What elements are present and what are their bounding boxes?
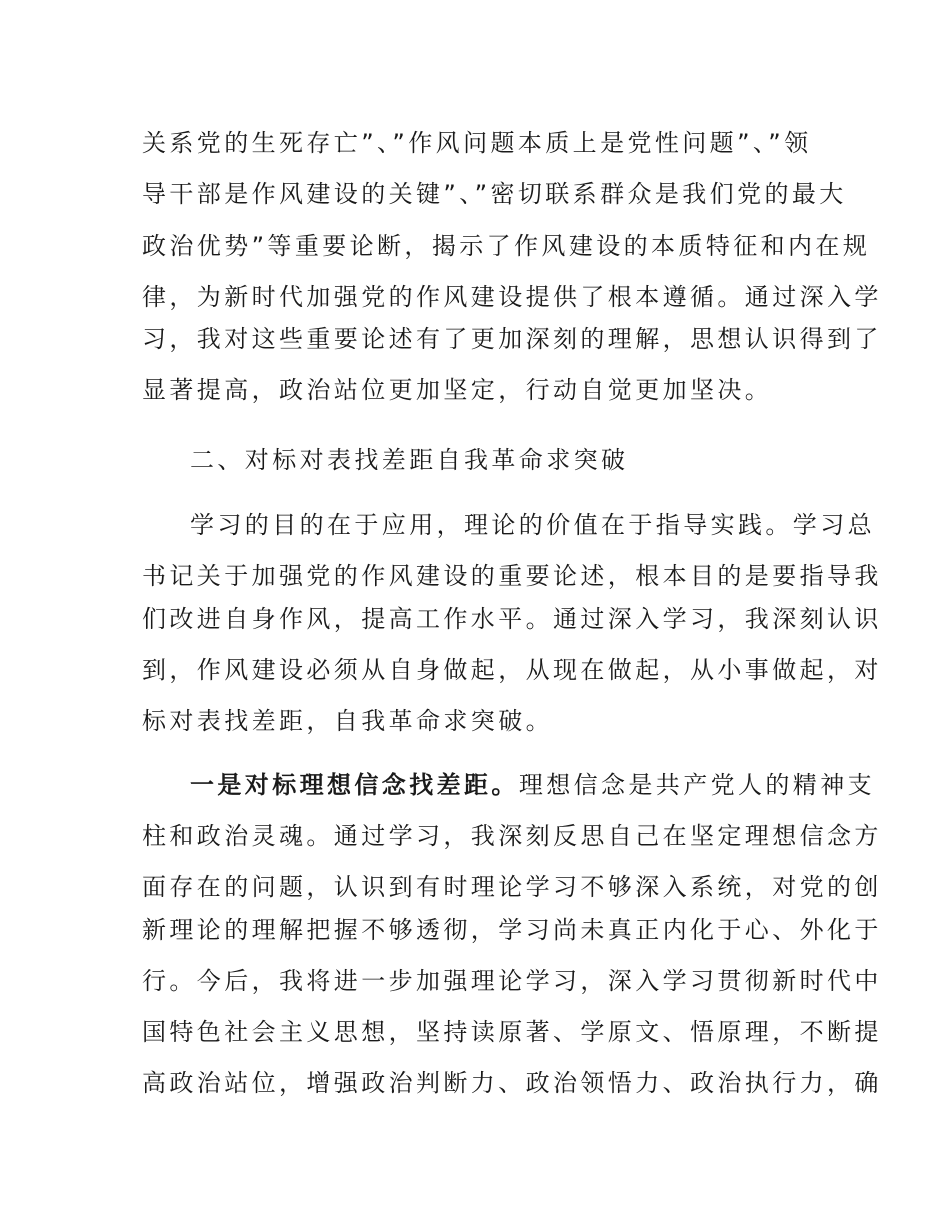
paragraph-3-line-1 bbox=[190, 769, 875, 801]
paragraph-3-line-5: 行。今后，我将进一步加强理论学习，深入学习贯彻新时代中 bbox=[142, 967, 882, 995]
paragraph-1-line-4: 律，为新时代加强党的作风建设提供了根本遵循。通过深入学 bbox=[142, 283, 882, 311]
paragraph-1-line-5: 习，我对这些重要论述有了更加深刻的理解，思想认识得到了 bbox=[142, 325, 882, 353]
paragraph-2-line-5: 标对表找差距，自我革命求突破。 bbox=[142, 707, 553, 735]
paragraph-2-line-1: 学习的目的在于应用，理论的价值在于指导实践。学习总 bbox=[190, 511, 875, 539]
paragraph-1-line-3: 政治优势”等重要论断，揭示了作风建设的本质特征和内在规 bbox=[142, 232, 871, 260]
paragraph-3-line-3: 面存在的问题，认识到有时理论学习不够深入系统，对党的创 bbox=[142, 873, 882, 901]
paragraph-3-line-2: 柱和政治灵魂。通过学习，我深刻反思自己在坚定理想信念方 bbox=[142, 822, 882, 850]
paragraph-1-line-6: 显著提高，政治站位更加坚定，行动自觉更加坚决。 bbox=[142, 376, 773, 404]
paragraph-2-line-2: 书记关于加强党的作风建设的重要论述，根本目的是要指导我 bbox=[142, 562, 882, 590]
paragraph-3-lead: 一是对标理想信念找差距。 bbox=[190, 771, 519, 799]
paragraph-2-line-3: 们改进自身作风，提高工作水平。通过深入学习，我深刻认识 bbox=[142, 605, 882, 633]
section-heading: 二、对标对表找差距自我革命求突破 bbox=[190, 446, 629, 474]
paragraph-1-line-1: 关系党的生死存亡”、”作风问题本质上是党性问题”、”领 bbox=[142, 129, 812, 157]
paragraph-2-line-4: 到，作风建设必须从自身做起，从现在做起，从小事做起，对 bbox=[142, 656, 882, 684]
paragraph-3-line-6: 国特色社会主义思想，坚持读原著、学原文、悟原理，不断提 bbox=[142, 1018, 882, 1046]
paragraph-3-line-7: 高政治站位，增强政治判断力、政治领悟力、政治执行力，确 bbox=[142, 1069, 882, 1097]
paragraph-3-first-rest: 理想信念是共产党人的精神支 bbox=[518, 771, 876, 799]
paragraph-3-line-4: 新理论的理解把握不够透彻，学习尚未真正内化于心、外化于 bbox=[142, 916, 882, 944]
paragraph-1-line-2: 导干部是作风建设的关键”、”密切联系群众是我们党的最大 bbox=[142, 180, 847, 208]
